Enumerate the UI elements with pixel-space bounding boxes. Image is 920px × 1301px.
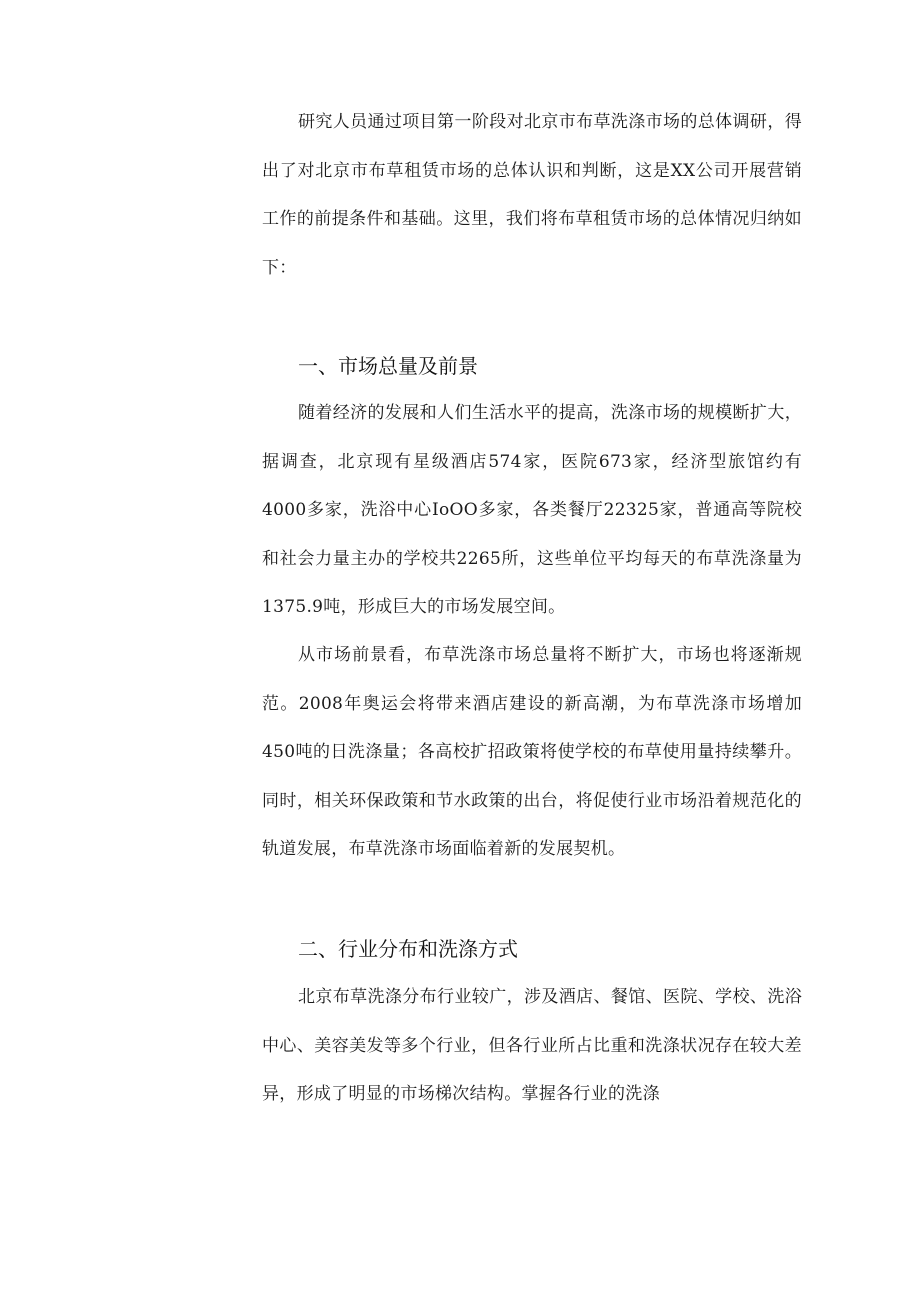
market-outlook-paragraph: 从市场前景看，布草洗涤市场总量将不断扩大，市场也将逐渐规范。2008年奥运会将带来酒店建设的新高潮，为布草洗涤市场增加450吨的日洗涤量；各高校扩招政策将使学校的布草使用量持续攀升。同时，相关环保政策和节水政策的出台，将促使行业市场沿着规范化的轨道发展，布草洗涤市场面临着新的发展契机。 [262,645,802,859]
section-heading-industry-distribution: 二、行业分布和洗涤方式 [298,937,518,961]
intro-paragraph: 研究人员通过项目第一阶段对北京市布草洗涤市场的总体调研，得出了对北京市布草租赁市场的总体认识和判断，这是XX公司开展营销工作的前提条件和基础。这里，我们将布草租赁市场的总体情况归纳如下： [262,112,802,278]
industry-distribution-paragraph: 北京布草洗涤分布行业较广，涉及酒店、餐馆、医院、学校、洗浴中心、美容美发等多个行业，但各行业所占比重和洗涤状况存在较大差异，形成了明显的市场梯次结构。掌握各行业的洗涤 [262,987,802,1104]
market-size-paragraph: 随着经济的发展和人们生活水平的提高，洗涤市场的规模断扩大，据调查，北京现有星级酒店574家，医院673家，经济型旅馆约有4000多家，洗浴中心IoOO多家，各类餐厅22325家，普通高等院校和社会力量主办的学校共2265所，这些单位平均每天的布草洗涤量为1375.9吨，形成巨大的市场发展空间。 [262,403,802,617]
section-heading-market-size: 一、市场总量及前景 [298,354,478,378]
